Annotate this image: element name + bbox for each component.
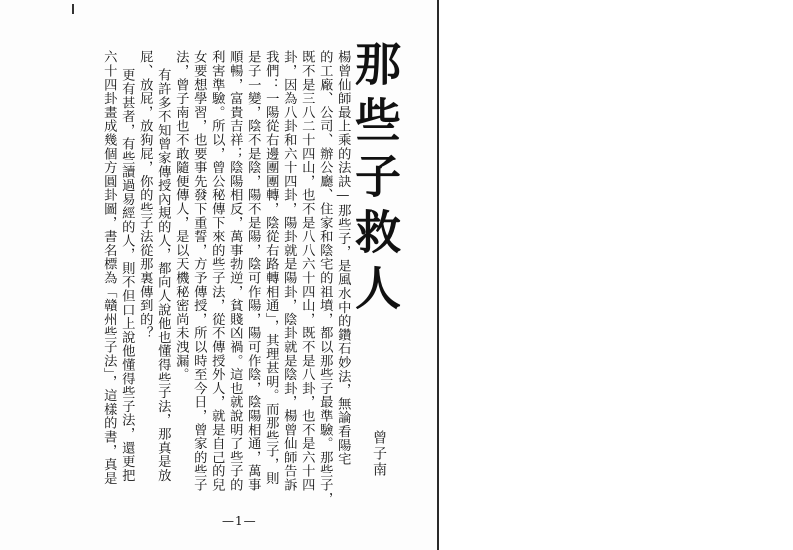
text-column: 楊曾仙師最上乘的法訣—那些子，是風水中的鑽石妙法，無論看陽宅 bbox=[335, 50, 351, 466]
text-column: 屁、放屁，放狗屁，你的些子法從那裏傳到的？ bbox=[137, 50, 153, 340]
text-column: 有許多不知曾家傳授內規的人，都向人說他也懂得些子法，那真是放 bbox=[155, 68, 171, 482]
text-column: 利害準驗。所以，曾公秘傳下來的些子法，從不傳授外人，就是自己的兒 bbox=[209, 50, 225, 492]
text-column: 我們：一陽從右邊團團轉，陰從右路轉相通」，其理甚明。而那些子，則 bbox=[263, 50, 279, 485]
text-column: 更有甚者，有些讀過易經的人，則不但口上說他懂得些子法，還更把 bbox=[119, 68, 135, 482]
text-column: 法，曾子南也不敢隨便傳人，是以天機秘密尚未洩漏。 bbox=[173, 50, 189, 382]
page-gutter-line bbox=[437, 0, 439, 550]
scan-edge-mark bbox=[72, 4, 74, 14]
text-column: 卦，因為八卦和六十四卦，陽卦就是陽卦，陰卦就是陰卦，楊曾仙師告訴 bbox=[281, 50, 297, 492]
text-column: 女要想學習，也要事先發下重誓，方予傳授，所以時至今日，曾家的些子 bbox=[191, 50, 207, 492]
text-column: 是子一變，陰不是陰，陽不是陽，陰可作陽，陽可作陰，陰陽相通，萬事 bbox=[245, 50, 261, 492]
page-title: 那些子救人 bbox=[348, 40, 402, 320]
page-number: —1— bbox=[222, 514, 257, 528]
author-name: 曾子南 bbox=[371, 430, 387, 478]
right-page-blank bbox=[440, 0, 793, 550]
text-column: 六十四卦畫成幾個方圓卦圖，書名標為「贛州些子法」，這樣的書，真是 bbox=[101, 50, 117, 485]
text-column: 順暢，富貴吉祥；陰陽相反，萬事勃逆，貧賤凶禍。這也就說明了些子的 bbox=[227, 50, 243, 492]
text-column: 既不是三八二十四山，也不是八八六十四山，既不是八卦，也不是六十四 bbox=[299, 50, 315, 492]
text-column: 的工廠、公司、辦公廳、住家和陰宅的祖墳，都以那些子最準驗。那些子， bbox=[317, 50, 333, 506]
